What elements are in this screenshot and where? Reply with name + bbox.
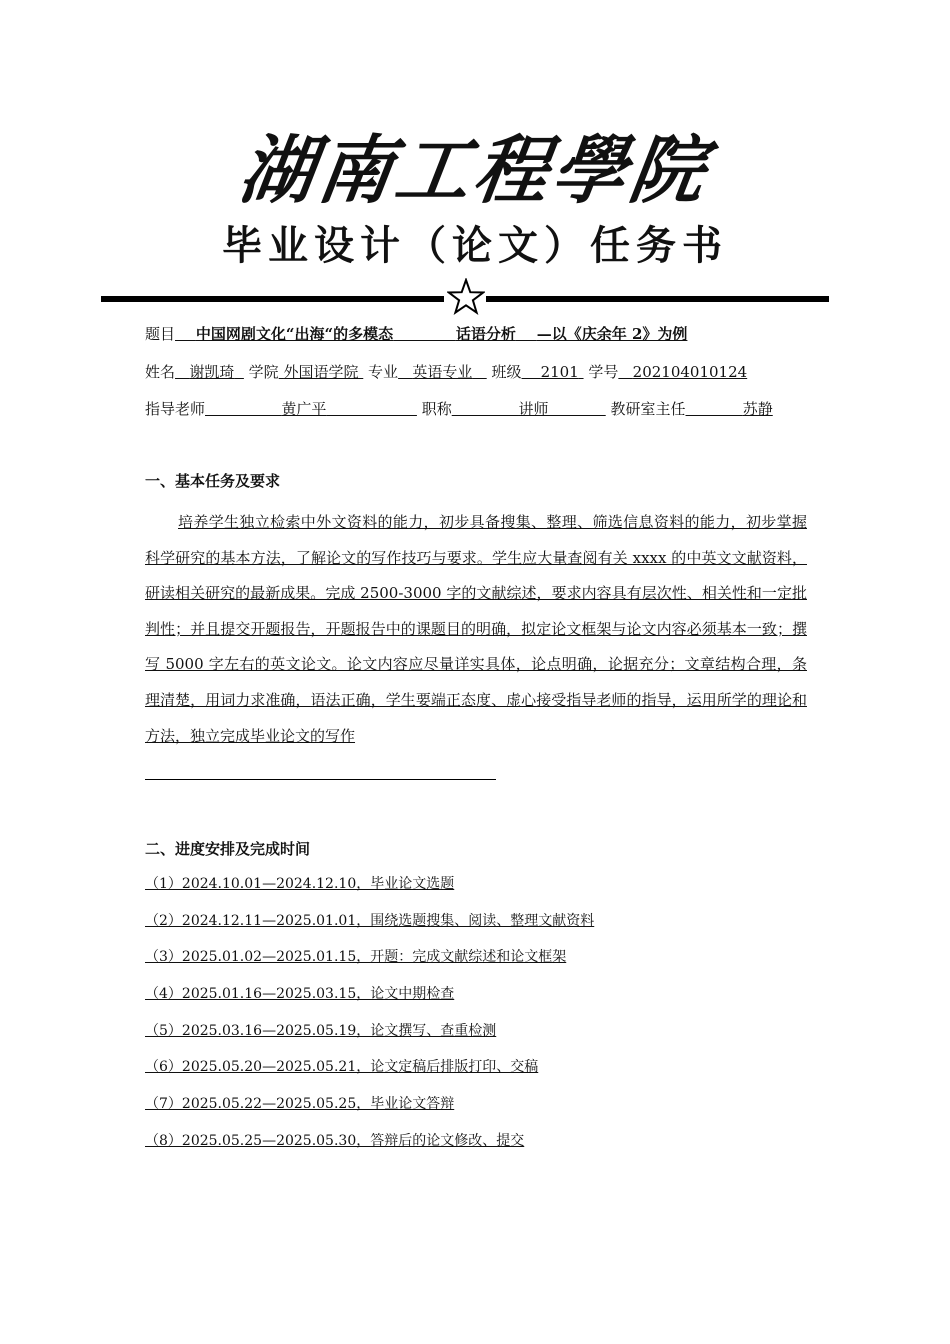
- student-row: [145, 361, 747, 382]
- schedule-item: （6）2025.05.20—2025.05.21，论文定稿后排版打印、交稿: [145, 1059, 539, 1076]
- schedule-item: （1）2024.10.01—2024.12.10，毕业论文选题: [145, 876, 455, 892]
- college-label: 学院: [248, 363, 279, 381]
- advisor-value: 黄广平: [281, 400, 327, 418]
- major-value: 英语专业: [412, 363, 473, 381]
- schedule-item: （4）2025.01.16—2025.03.15，论文中期检查: [145, 986, 455, 1003]
- topic-part-3: —以《庆余年 2》为例: [536, 325, 688, 343]
- name-value: 谢凯琦: [189, 363, 235, 381]
- fill-line: [145, 779, 496, 780]
- topic-label: 题目: [145, 325, 176, 343]
- college-value: 外国语学院: [283, 363, 359, 381]
- document-title: 毕业设计（论文）任务书: [222, 223, 728, 269]
- topic-part-2: 话语分析: [455, 325, 516, 343]
- section-2-heading: 二、进度安排及完成时间: [145, 840, 311, 858]
- title-label: 职称: [421, 400, 452, 418]
- advisor-row: [145, 398, 773, 419]
- title-rule-left: [101, 296, 444, 302]
- class-label: 班级: [491, 363, 522, 381]
- schedule-item: （5）2025.03.16—2025.05.19，论文撰写、查重检测: [145, 1022, 497, 1039]
- schedule-list: [145, 872, 594, 1166]
- section-1-heading: 一、基本任务及要求: [145, 472, 281, 490]
- schedule-item: （2）2024.12.11—2025.01.01，围绕选题搜集、阅读、整理文献资料: [145, 912, 595, 929]
- title-rule-right: [486, 296, 829, 302]
- director-label: 教研室主任: [610, 400, 686, 418]
- schedule-item: （3）2025.01.02—2025.01.15，开题：完成文献综述和论文框架: [145, 949, 567, 966]
- title-value: 讲师: [518, 400, 549, 418]
- director-value: 苏静: [742, 400, 773, 418]
- star-icon: [447, 278, 485, 316]
- student-id-value: 202104010124: [632, 363, 748, 381]
- topic-row: [145, 323, 687, 344]
- major-label: 专业: [368, 363, 399, 381]
- topic-part-1: 中国网剧文化“出海“的多模态: [195, 325, 394, 343]
- class-value: 2101: [540, 363, 579, 381]
- student-id-label: 学号: [588, 363, 619, 381]
- schedule-item: （8）2025.05.25—2025.05.30，答辩后的论文修改、提交: [145, 1132, 525, 1149]
- advisor-label: 指导老师: [145, 400, 206, 418]
- schedule-item: （7）2025.05.22—2025.05.25，毕业论文答辩: [145, 1096, 455, 1113]
- topic-value: [175, 325, 687, 343]
- section-1-body: 培养学生独立检索中外文资料的能力，初步具备搜集、整理、筛选信息资料的能力，初步掌握科学研究的基本方法，了解论文的写作技巧与要求。学生应大量查阅有关 xxxx 的中英文文献资料，研读相关研究的最新成果。完成 2500-3000 字的文献综述，要求内容具有层次性、相关性和一定批判性；并且提交开题报告，开题报告中的课题目的明确，拟定论文框架与论文内容必须基本一致；撰写 5000 字左右的英文论文。论文内容应尽量详实具体，论点明确，论据充分；文章结构合理，条理清楚，用词力求准确，语法正确，学生要端正态度、虚心接受指导老师的指导，运用所学的理论和方法，独立完成毕业论文的写作: [145, 513, 807, 745]
- school-calligraphy-logo: 湖南工程學院: [234, 128, 715, 214]
- name-label: 姓名: [145, 363, 176, 381]
